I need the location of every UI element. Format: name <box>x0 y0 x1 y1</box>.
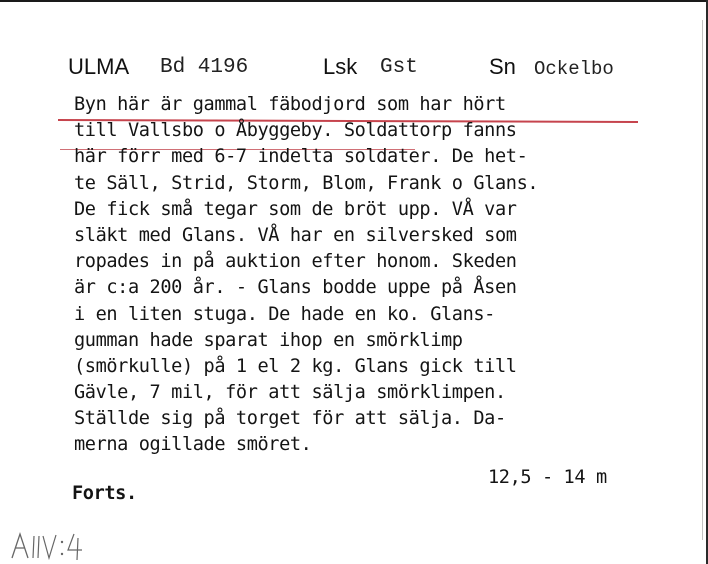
text-line: te Säll, Strid, Storm, Blom, Frank o Glans. <box>74 172 539 194</box>
text-line: Gävle, 7 mil, för att sälja smörklimpen. <box>74 382 506 404</box>
volume-number: Bd 4196 <box>160 56 249 79</box>
height-measurement: 12,5 - 14 m <box>488 467 607 488</box>
card-border-top <box>0 0 708 2</box>
text-line: släkt med Glans. VÅ har en silversked som <box>74 224 517 246</box>
text-line: är c:a 200 år. - Glans bodde uppe på Åsen <box>74 277 517 299</box>
text-line: ropades in på auktion efter honom. Skeden <box>74 251 517 273</box>
text-line: Ställde sig på torget för att sälja. Da- <box>74 408 506 430</box>
socken-value: Ockelbo <box>534 58 614 80</box>
archive-name: ULMA <box>68 54 130 79</box>
card-edge-shadow <box>702 20 703 540</box>
landskap-value: Gst <box>380 56 418 79</box>
text-line: Byn här är gammal fäbodjord som har hört <box>74 94 506 115</box>
continued-note: Forts. <box>72 483 137 504</box>
text-line: här förr med 6-7 indelta soldater. De het- <box>74 146 528 168</box>
socken-label: Sn <box>489 54 516 79</box>
card-body-text <box>74 92 694 459</box>
text-line: merna ogillade smöret. <box>74 434 312 456</box>
text-line: De fick små tegar som de bröt upp. VÅ var <box>74 198 517 220</box>
text-line: i en liten stuga. De hade en ko. Glans- <box>74 303 495 325</box>
text-line: gumman hade sparat ihop en smörklimp <box>74 329 463 351</box>
text-line: (smörkulle) på 1 el 2 kg. Glans gick till <box>74 355 517 377</box>
landskap-label: Lsk <box>323 54 358 79</box>
card-header <box>68 52 668 84</box>
handwritten-signum <box>8 528 98 562</box>
text-line: till Vallsbo o Åbyggeby. Soldattorp fanns <box>74 120 517 142</box>
